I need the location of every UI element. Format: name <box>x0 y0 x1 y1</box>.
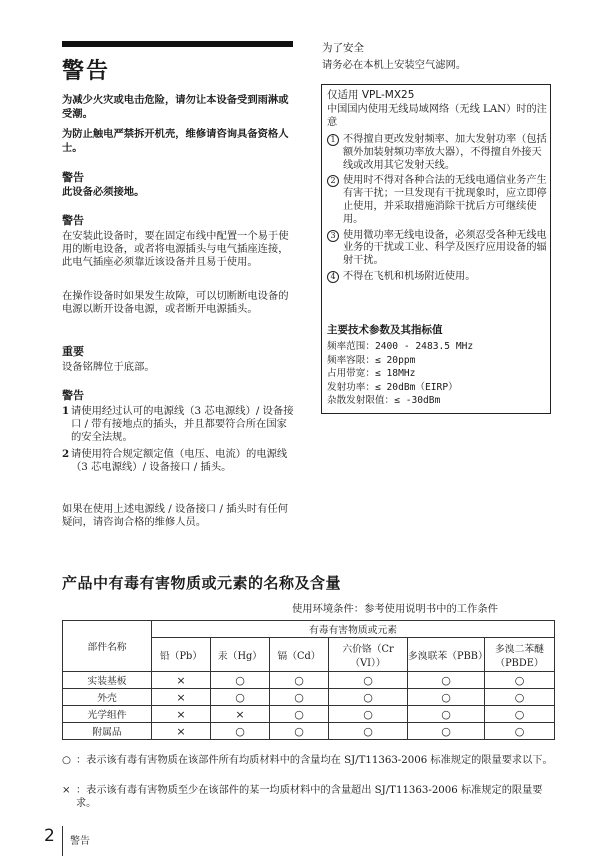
table-row <box>63 689 555 706</box>
spec-line: 频率容限：≤ 20ppm <box>327 354 416 366</box>
legend-symbol: × <box>62 785 71 796</box>
table-cell: ○ <box>329 689 408 706</box>
part-name: 外壳 <box>63 689 152 706</box>
legend-text: ：表示该有毒有害物质至少在该部件的某一均质材料中的含量超出 SJ/T11363-2006 标准规定的限量要求。 <box>76 785 543 810</box>
vpl-item-text: 使用微功率无线电设备，必须忍受各种无线电业务的干扰或工业、科学及医疗应用设备的辐射干扰。 <box>343 229 547 267</box>
table-cell: × <box>152 706 211 723</box>
vpl-item <box>327 175 549 226</box>
table-cell: ○ <box>408 706 485 723</box>
spec-line: 频率范围：2400 - 2483.5 MHz <box>327 341 474 352</box>
part-name: 光学组件 <box>63 706 152 723</box>
spec-heading: 主要技术参数及其指标值 <box>327 324 443 336</box>
column-header: 六价铬（Cr（VI）） <box>329 638 408 672</box>
table-cell: ○ <box>485 706 555 723</box>
table-row <box>63 706 555 723</box>
footer-divider <box>62 826 63 856</box>
cord-list <box>62 405 294 474</box>
footer-section-label: 警告 <box>70 836 90 847</box>
table-cell: ○ <box>485 723 555 740</box>
cord-footer: 如果在使用上述电源线 / 设备接口 / 插头时有任何疑问，请咨询合格的维修人员。 <box>62 503 288 529</box>
hazard-table <box>62 620 555 740</box>
cord-item <box>62 448 294 474</box>
spec-line: 占用带宽：≤ 18MHz <box>327 368 416 379</box>
table-cell: ○ <box>329 723 408 740</box>
hazard-section-title: 产品中有毒有害物质或元素的名称及含量 <box>62 574 342 592</box>
spec-line: 发射功率：≤ 20dBm（EIRP） <box>327 381 458 393</box>
ground-text: 此设备必须接地。 <box>62 186 145 198</box>
part-name-header: 部件名称 <box>63 621 152 672</box>
vpl-item <box>327 271 549 285</box>
page-number: 2 <box>44 826 55 846</box>
usage-condition: 使用环境条件：参考使用说明书中的工作条件 <box>292 603 498 615</box>
table-cell: ○ <box>485 689 555 706</box>
vpl-title: 仅适用 VPL-MX25 <box>327 89 415 101</box>
column-header: 多溴二苯醚（PBDE） <box>485 638 555 672</box>
install-p2: 在操作设备时如果发生故障，可以切断断电设备的电源以断开设备电源，或者断开电源插头。 <box>62 290 289 316</box>
table-cell: ○ <box>270 723 329 740</box>
important-text: 设备铭牌位于底部。 <box>62 361 155 373</box>
part-name: 实装基板 <box>63 672 152 689</box>
cord-item-text: 请使用经过认可的电源线（3 芯电源线）/ 设备接口 / 带有接地点的插头，并且都要符合所在国家的安全法规。 <box>71 405 294 444</box>
vpl-item <box>327 134 549 172</box>
circled-number: 3 <box>327 230 339 242</box>
table-row <box>63 672 555 689</box>
vpl-item-text: 不得擅自更改发射频率、加大发射功率（包括额外加装射频功率放大器），不得擅自外接天线或改用其它发射天线。 <box>343 134 547 171</box>
vpl-item-list <box>327 134 549 285</box>
cord-item <box>62 405 294 445</box>
warning-intro-2: 为防止触电严禁拆开机壳，维修请咨询具备资格人士。 <box>62 128 289 154</box>
legend-symbol: ○ <box>62 755 71 766</box>
table-cell: × <box>152 672 211 689</box>
circled-number: 2 <box>327 175 339 187</box>
table-cell: × <box>152 689 211 706</box>
important-heading: 重要 <box>62 345 84 358</box>
vpl-item <box>327 230 549 268</box>
legend-note-cross <box>62 784 557 811</box>
table-cell: × <box>211 706 270 723</box>
table-cell: ○ <box>408 723 485 740</box>
install-heading: 警告 <box>62 214 84 227</box>
safety-text: 请务必在本机上安装空气滤网。 <box>322 59 467 71</box>
cord-item-number: 1 <box>62 405 70 417</box>
table-cell: ○ <box>270 706 329 723</box>
column-header: 铅（Pb） <box>152 638 211 672</box>
legend-note-circle <box>62 754 557 767</box>
table-cell: ○ <box>211 672 270 689</box>
vpl-item-text: 使用时不得对各种合法的无线电通信业务产生有害干扰；一旦发现有干扰现象时，应立即停止使用，并采取措施消除干扰后方可继续使用。 <box>343 175 547 225</box>
part-name: 附属品 <box>63 723 152 740</box>
vpl-subtitle: 中国国内使用无线局域网络（无线 LAN）时的注意 <box>327 104 547 128</box>
spec-list <box>327 340 549 408</box>
table-cell: ○ <box>270 689 329 706</box>
safety-title: 为了安全 <box>322 42 364 54</box>
table-cell: × <box>152 723 211 740</box>
legend-text: ：表示该有毒有害物质在该部件所有均质材料中的含量均在 SJ/T11363-2006 标准规定的限量要求以下。 <box>76 755 553 766</box>
vpl-item-text: 不得在飞机和机场附近使用。 <box>343 270 476 282</box>
warning-title: 警告 <box>62 59 111 84</box>
column-header: 多溴联苯（PBB） <box>408 638 485 672</box>
column-header: 镉（Cd） <box>270 638 329 672</box>
section-rule <box>62 41 293 47</box>
circled-number: 1 <box>327 134 339 146</box>
column-header: 汞（Hg） <box>211 638 270 672</box>
table-cell: ○ <box>408 672 485 689</box>
warning-intro-1: 为减少火灾或电击危险，请勿让本设备受到雨淋或受潮。 <box>62 94 289 120</box>
cord-heading: 警告 <box>62 389 84 402</box>
cord-item-number: 2 <box>62 447 70 460</box>
table-cell: ○ <box>329 672 408 689</box>
substance-group-header: 有毒有害物质或元素 <box>152 621 555 638</box>
cord-item-text: 请使用符合规定额定值（电压、电流）的电源线（3 芯电源线）/ 设备接口 / 插头。 <box>71 447 288 473</box>
table-cell: ○ <box>211 723 270 740</box>
table-cell: ○ <box>270 672 329 689</box>
table-row <box>63 723 555 740</box>
table-cell: ○ <box>329 706 408 723</box>
install-p1: 在安装此设备时，要在固定布线中配置一个易于使用的断电设备，或者将电源插头与电气插座连接，此电气插座必须靠近该设备并且易于使用。 <box>62 230 289 269</box>
spec-line: 杂散发射限值：≤ -30dBm <box>327 395 441 406</box>
table-cell: ○ <box>485 672 555 689</box>
table-cell: ○ <box>408 689 485 706</box>
circled-number: 4 <box>327 271 339 283</box>
ground-heading: 警告 <box>62 171 84 184</box>
table-cell: ○ <box>211 689 270 706</box>
